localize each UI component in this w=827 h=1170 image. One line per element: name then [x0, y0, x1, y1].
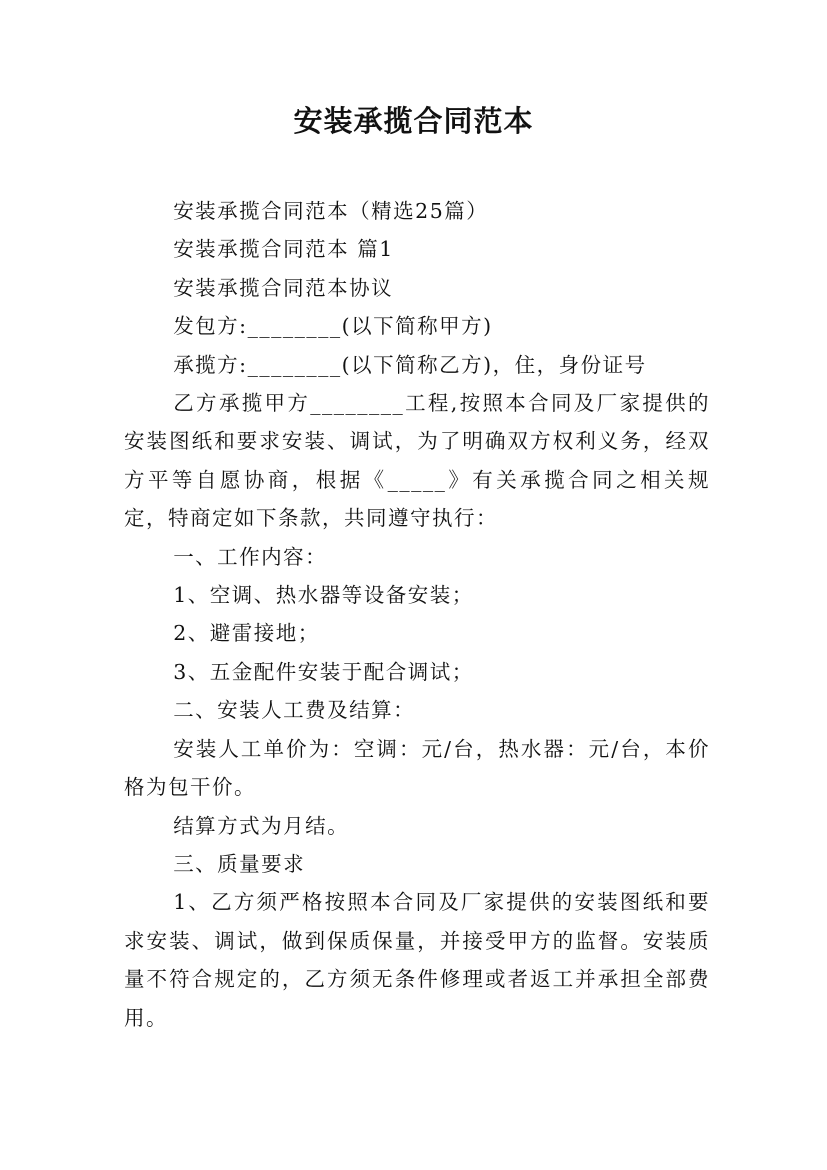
- paragraph-quality-item-1: 1、乙方须严格按照本合同及厂家提供的安装图纸和要求安装、调试，做到保质保量，并接受甲方的监督。安装质量不符合规定的，乙方须无条件修理或者返工并承担全部费用。: [124, 890, 710, 1030]
- paragraph-party-a: 发包方:________(以下简称甲方): [173, 314, 493, 339]
- document-title: 安装承揽合同范本: [293, 104, 534, 138]
- paragraph-subtitle: 安装承揽合同范本（精选25篇）: [173, 199, 489, 223]
- paragraph-agreement-title: 安装承揽合同范本协议: [173, 275, 394, 300]
- paragraph-heading-work-content: 一、工作内容：: [173, 544, 328, 569]
- paragraph-item-3: 3、五金配件安装于配合调试；: [173, 659, 474, 684]
- paragraph-heading-quality: 三、质量要求: [173, 851, 306, 876]
- document-body: [124, 192, 710, 1037]
- paragraph-section-heading: 安装承揽合同范本 篇1: [173, 237, 394, 262]
- paragraph-settlement: 结算方式为月结。: [173, 813, 350, 838]
- paragraph-item-2: 2、避雷接地；: [173, 621, 320, 646]
- paragraph-preamble: 乙方承揽甲方________工程,按照本合同及厂家提供的安装图纸和要求安装、调试，为了明确双方权利义务，经双方平等自愿协商，根据《_____》有关承揽合同之相关规定，特商定如下条款，共同遵守执行：: [124, 391, 710, 531]
- paragraph-unit-price: 安装人工单价为：空调：元/台，热水器：元/台，本价格为包干价。: [124, 736, 710, 800]
- paragraph-party-b: 承揽方:________(以下简称乙方)，住，身份证号: [173, 352, 647, 377]
- paragraph-item-1: 1、空调、热水器等设备安装；: [173, 583, 474, 608]
- paragraph-heading-labor-fee: 二、安装人工费及结算：: [173, 698, 416, 723]
